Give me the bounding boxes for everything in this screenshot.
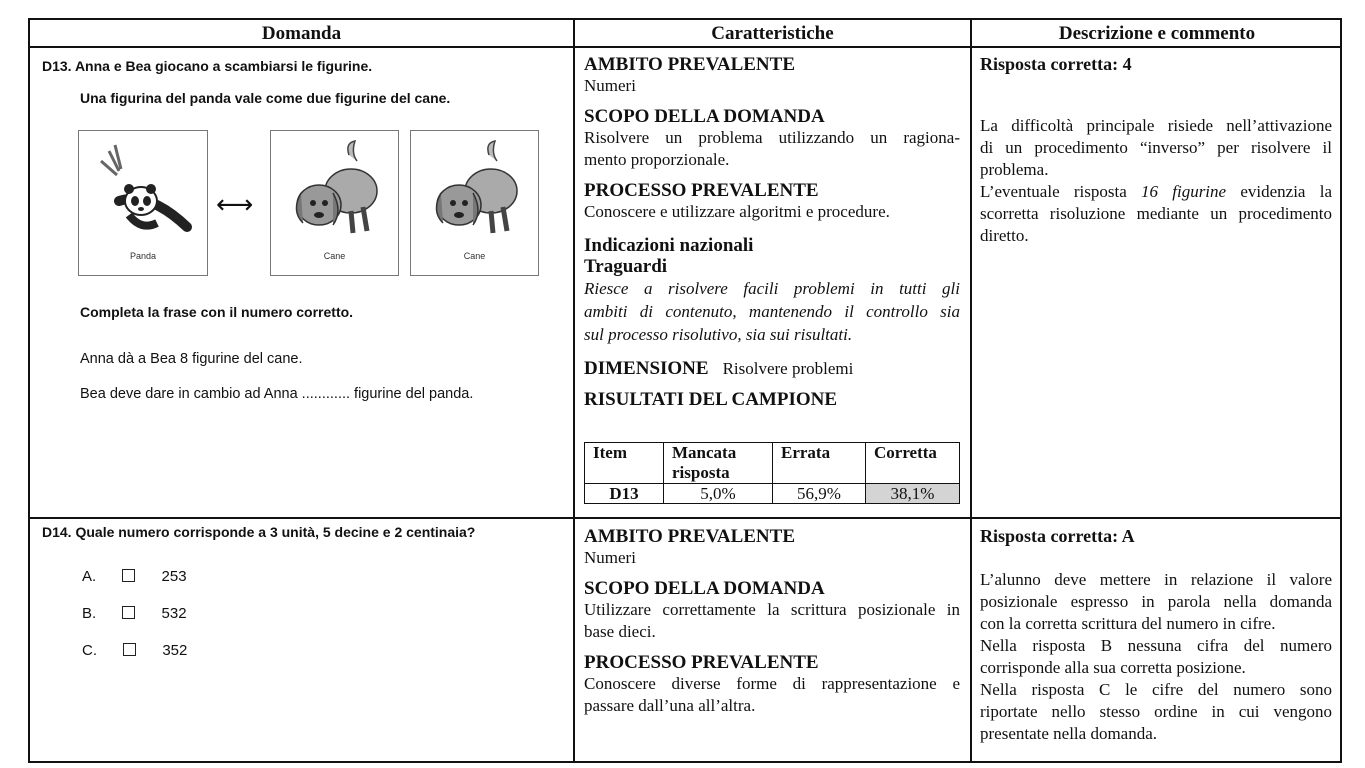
table-row	[585, 484, 960, 504]
processo-heading: PROCESSO PREVALENTE	[584, 180, 819, 201]
d14-answer: Risposta corretta: A	[980, 526, 1135, 546]
dog-image	[270, 130, 399, 276]
d13-subtitle: Una figurina del panda vale come due figurine del cane.	[80, 90, 451, 106]
d14-comment-line: presentate nella domanda.	[980, 724, 1158, 743]
d14-comment-line: Nella risposta C le cifre del numero sono	[980, 680, 1332, 699]
d14-comment-line: con la corretta scrittura del numero in cifre.	[980, 614, 1276, 633]
header-descrizione: Descrizione e commento	[1058, 23, 1256, 44]
traguardi-line-2: ambiti di contenuto, mantenendo il controllo sia	[584, 302, 960, 321]
scopo-line-1: Risolvere un problema utilizzando un ragiona-	[584, 128, 960, 147]
evaluation-table	[28, 18, 1342, 763]
traguardi-heading: Traguardi	[584, 256, 668, 277]
d13-answer: Risposta corretta: 4	[980, 54, 1132, 74]
dimensione-value: Risolvere problemi	[722, 359, 854, 378]
dog-icon	[271, 131, 398, 251]
column-divider	[573, 20, 575, 761]
dog-caption: Cane	[463, 251, 486, 261]
scopo-heading: SCOPO DELLA DOMANDA	[584, 578, 825, 599]
results-header-item: Item	[585, 443, 664, 484]
processo-line-2: passare dall’una all’altra.	[584, 696, 756, 715]
dimensione-row	[584, 358, 960, 380]
d14-comment-line: corrisponde alla sua corretta posizione.	[980, 658, 1246, 677]
results-corretta: 38,1%	[866, 484, 960, 504]
d14-title: D14. Quale numero corrisponde a 3 unità, 5 decine e 2 centinaia?	[42, 524, 476, 540]
checkbox-icon[interactable]	[122, 606, 135, 619]
option-a: A. 253	[82, 568, 187, 585]
header-divider	[30, 46, 1340, 48]
d13-sentence-2: Bea deve dare in cambio ad Anna ............ figurine del panda.	[80, 386, 474, 402]
row-divider	[30, 517, 1340, 519]
results-mancata: 5,0%	[664, 484, 773, 504]
traguardi-line-1: Riesce a risolvere facili problemi in tutti gli	[584, 279, 960, 298]
d13-instruction: Completa la frase con il numero corretto.	[80, 304, 354, 320]
scopo-line-2: base dieci.	[584, 622, 656, 641]
processo-value: Conoscere e utilizzare algoritmi e procedure.	[584, 202, 890, 221]
indicazioni-heading: Indicazioni nazionali	[584, 235, 754, 256]
processo-heading: PROCESSO PREVALENTE	[584, 652, 819, 673]
ambito-heading: AMBITO PREVALENTE	[584, 54, 795, 75]
d13-comment	[980, 54, 1332, 247]
scopo-heading: SCOPO DELLA DOMANDA	[584, 106, 825, 127]
d14-comment-line: posizionale espresso in parola nella domanda	[980, 592, 1332, 611]
dog-image	[410, 130, 539, 276]
results-errata: 56,9%	[773, 484, 866, 504]
panda-image	[78, 130, 208, 276]
d14-comment-line: Nella risposta B nessuna cifra del numero	[980, 636, 1332, 655]
d13-characteristics	[584, 54, 960, 410]
d13-comment-line: L’eventuale risposta 16 figurine evidenzia la	[980, 182, 1332, 201]
risultati-heading: RISULTATI DEL CAMPIONE	[584, 389, 838, 410]
ambito-heading: AMBITO PREVALENTE	[584, 526, 795, 547]
panda-icon	[79, 131, 207, 251]
d13-comment-line: scorretta risoluzione mediante un procedimento	[980, 204, 1332, 223]
ambito-value: Numeri	[584, 76, 636, 95]
ambito-value: Numeri	[584, 548, 636, 567]
dog-icon	[411, 131, 538, 251]
processo-line-1: Conoscere diverse forme di rappresentazione e	[584, 674, 960, 693]
d14-comment-line: L’alunno deve mettere in relazione il valore	[980, 570, 1332, 589]
d13-title: D13. Anna e Bea giocano a scambiarsi le figurine.	[42, 58, 373, 74]
checkbox-icon[interactable]	[123, 643, 136, 656]
column-divider	[970, 20, 972, 761]
traguardi-line-3: sul processo risolutivo, sia sui risultati.	[584, 325, 853, 344]
results-header-errata: Errata	[773, 443, 866, 484]
header-domanda: Domanda	[261, 23, 342, 44]
option-c: C. 352	[82, 642, 188, 659]
d13-comment-line: di un procedimento “inverso” per risolvere il	[980, 138, 1332, 157]
results-header-mancata: Mancata risposta	[664, 443, 773, 484]
d13-comment-line: diretto.	[980, 226, 1029, 245]
d14-comment	[980, 526, 1332, 745]
scopo-line-1: Utilizzare correttamente la scrittura posizionale in	[584, 600, 960, 619]
results-table	[584, 442, 960, 504]
checkbox-icon[interactable]	[122, 569, 135, 582]
header-caratteristiche: Caratteristiche	[711, 23, 834, 44]
option-b: B. 532	[82, 605, 187, 622]
panda-caption: Panda	[129, 251, 157, 261]
exchange-arrow-icon: ⟷	[216, 190, 254, 220]
d13-comment-line: La difficoltà principale risiede nell’attivazione	[980, 116, 1332, 135]
dimensione-heading: DIMENSIONE	[584, 358, 709, 379]
dog-caption: Cane	[323, 251, 346, 261]
results-header-corretta: Corretta	[866, 443, 960, 484]
d14-comment-line: riportate nello stesso ordine in cui vengono	[980, 702, 1332, 721]
results-item: D13	[585, 484, 664, 504]
d13-comment-line: problema.	[980, 160, 1049, 179]
scopo-line-2: mento proporzionale.	[584, 150, 730, 169]
d14-characteristics	[584, 526, 960, 717]
d13-sentence-1: Anna dà a Bea 8 figurine del cane.	[80, 351, 303, 367]
